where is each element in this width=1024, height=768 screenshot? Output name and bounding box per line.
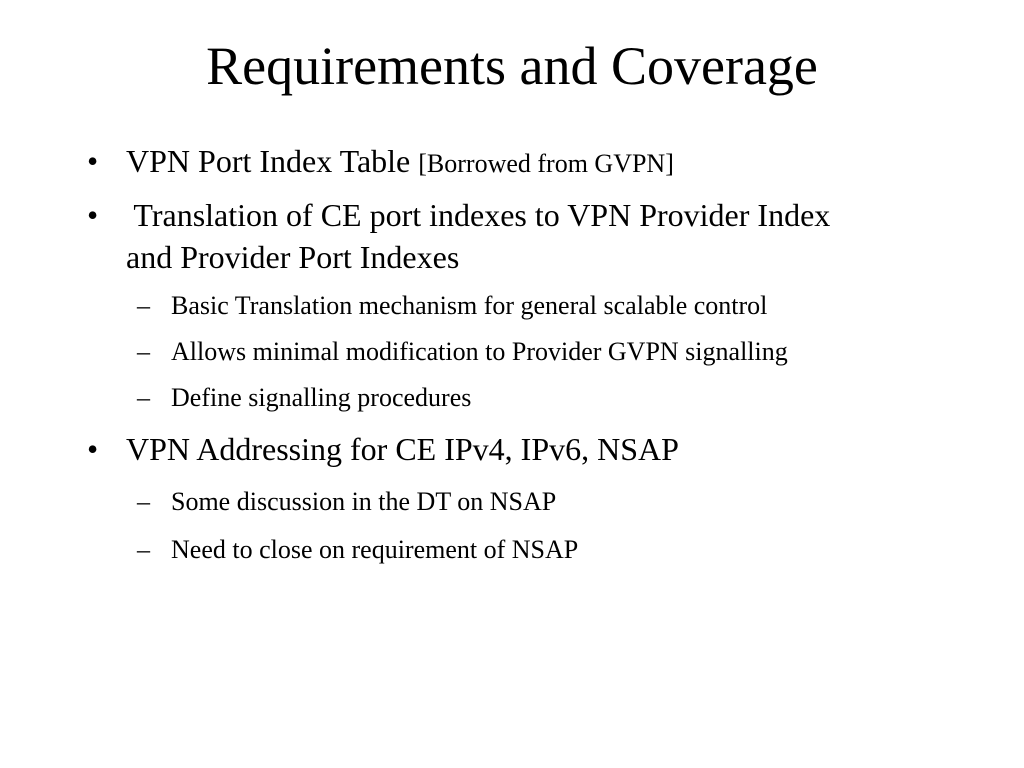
bullet-marker: • xyxy=(87,143,99,179)
dash-marker: – xyxy=(137,487,150,516)
dash-marker: – xyxy=(137,535,150,564)
sub-item-3-1: Some discussion in the DT on NSAP xyxy=(171,487,557,516)
bullet-item-2-line-2: and Provider Port Indexes xyxy=(126,239,460,275)
dash-marker: – xyxy=(137,337,150,366)
bullet-item-3: VPN Addressing for CE IPv4, IPv6, NSAP xyxy=(126,431,679,467)
bullet-item-1-text: VPN Port Index Table xyxy=(126,143,419,179)
sub-item-3-2: Need to close on requirement of NSAP xyxy=(171,535,579,564)
sub-item-2-1: Basic Translation mechanism for general scalable control xyxy=(171,291,768,320)
bullet-marker: • xyxy=(87,197,99,233)
bullet-item-1 xyxy=(126,140,966,185)
bullet-marker: • xyxy=(87,431,99,467)
dash-marker: – xyxy=(137,291,150,320)
sub-item-2-3: Define signalling procedures xyxy=(171,383,472,412)
sub-item-2-2: Allows minimal modification to Provider GVPN signalling xyxy=(171,337,788,366)
dash-marker: – xyxy=(137,383,150,412)
bullet-item-2 xyxy=(126,194,966,278)
slide-title: Requirements and Coverage xyxy=(206,36,818,96)
bullet-item-1-suffix: [Borrowed from GVPN] xyxy=(418,149,674,178)
bullet-item-2-line-1: Translation of CE port indexes to VPN Provider Index xyxy=(126,197,831,233)
